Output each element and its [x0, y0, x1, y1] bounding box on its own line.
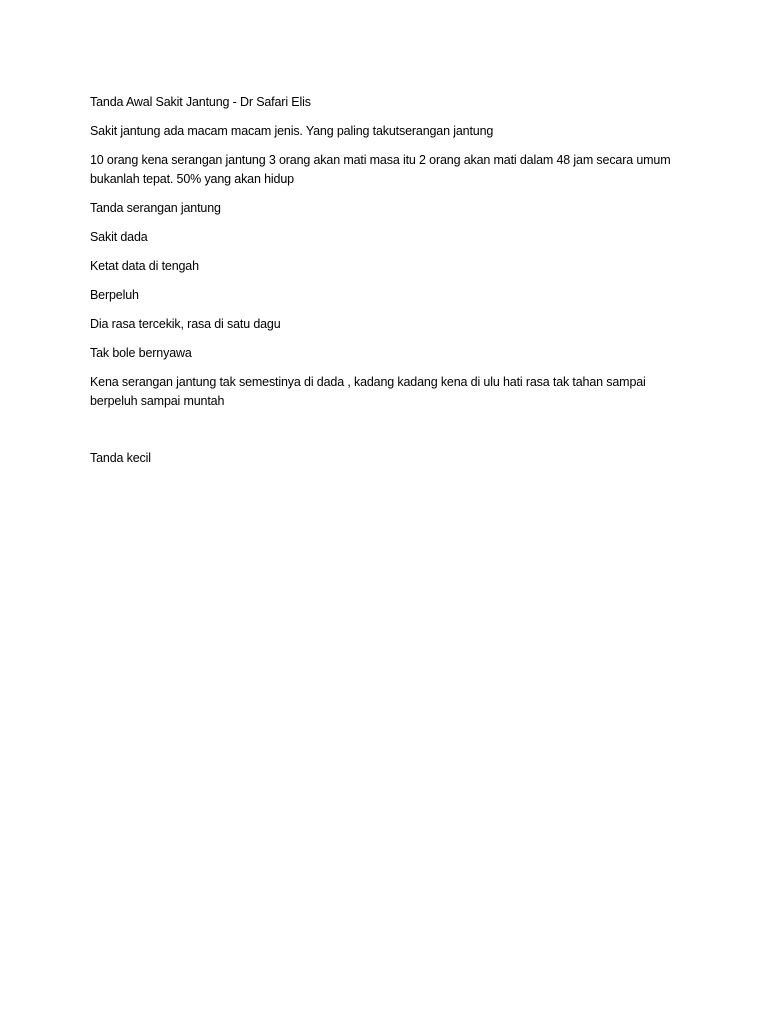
paragraph-last: Tanda kecil	[90, 451, 151, 465]
paragraph: Sakit jantung ada macam macam jenis. Yang paling takutserangan jantung	[90, 124, 494, 138]
blank-line	[90, 421, 690, 449]
paragraph: Berpeluh	[90, 288, 139, 302]
paragraph: Dia rasa tercekik, rasa di satu dagu	[90, 317, 281, 331]
paragraph: Sakit dada	[90, 230, 148, 244]
paragraph: 10 orang kena serangan jantung 3 orang akan mati masa itu 2 orang akan mati dalam 48 jam secara umum bukanlah tepat. 50% yang akan hidup	[90, 153, 671, 186]
paragraph: Ketat data di tengah	[90, 259, 199, 273]
document-title: Tanda Awal Sakit Jantung - Dr Safari Elis	[90, 95, 311, 109]
paragraph: Kena serangan jantung tak semestinya di dada , kadang kadang kena di ulu hati rasa tak tahan sampai berpeluh sampai muntah	[90, 375, 646, 408]
document-body	[90, 93, 690, 478]
paragraph: Tanda serangan jantung	[90, 201, 221, 215]
paragraph: Tak bole bernyawa	[90, 346, 192, 360]
